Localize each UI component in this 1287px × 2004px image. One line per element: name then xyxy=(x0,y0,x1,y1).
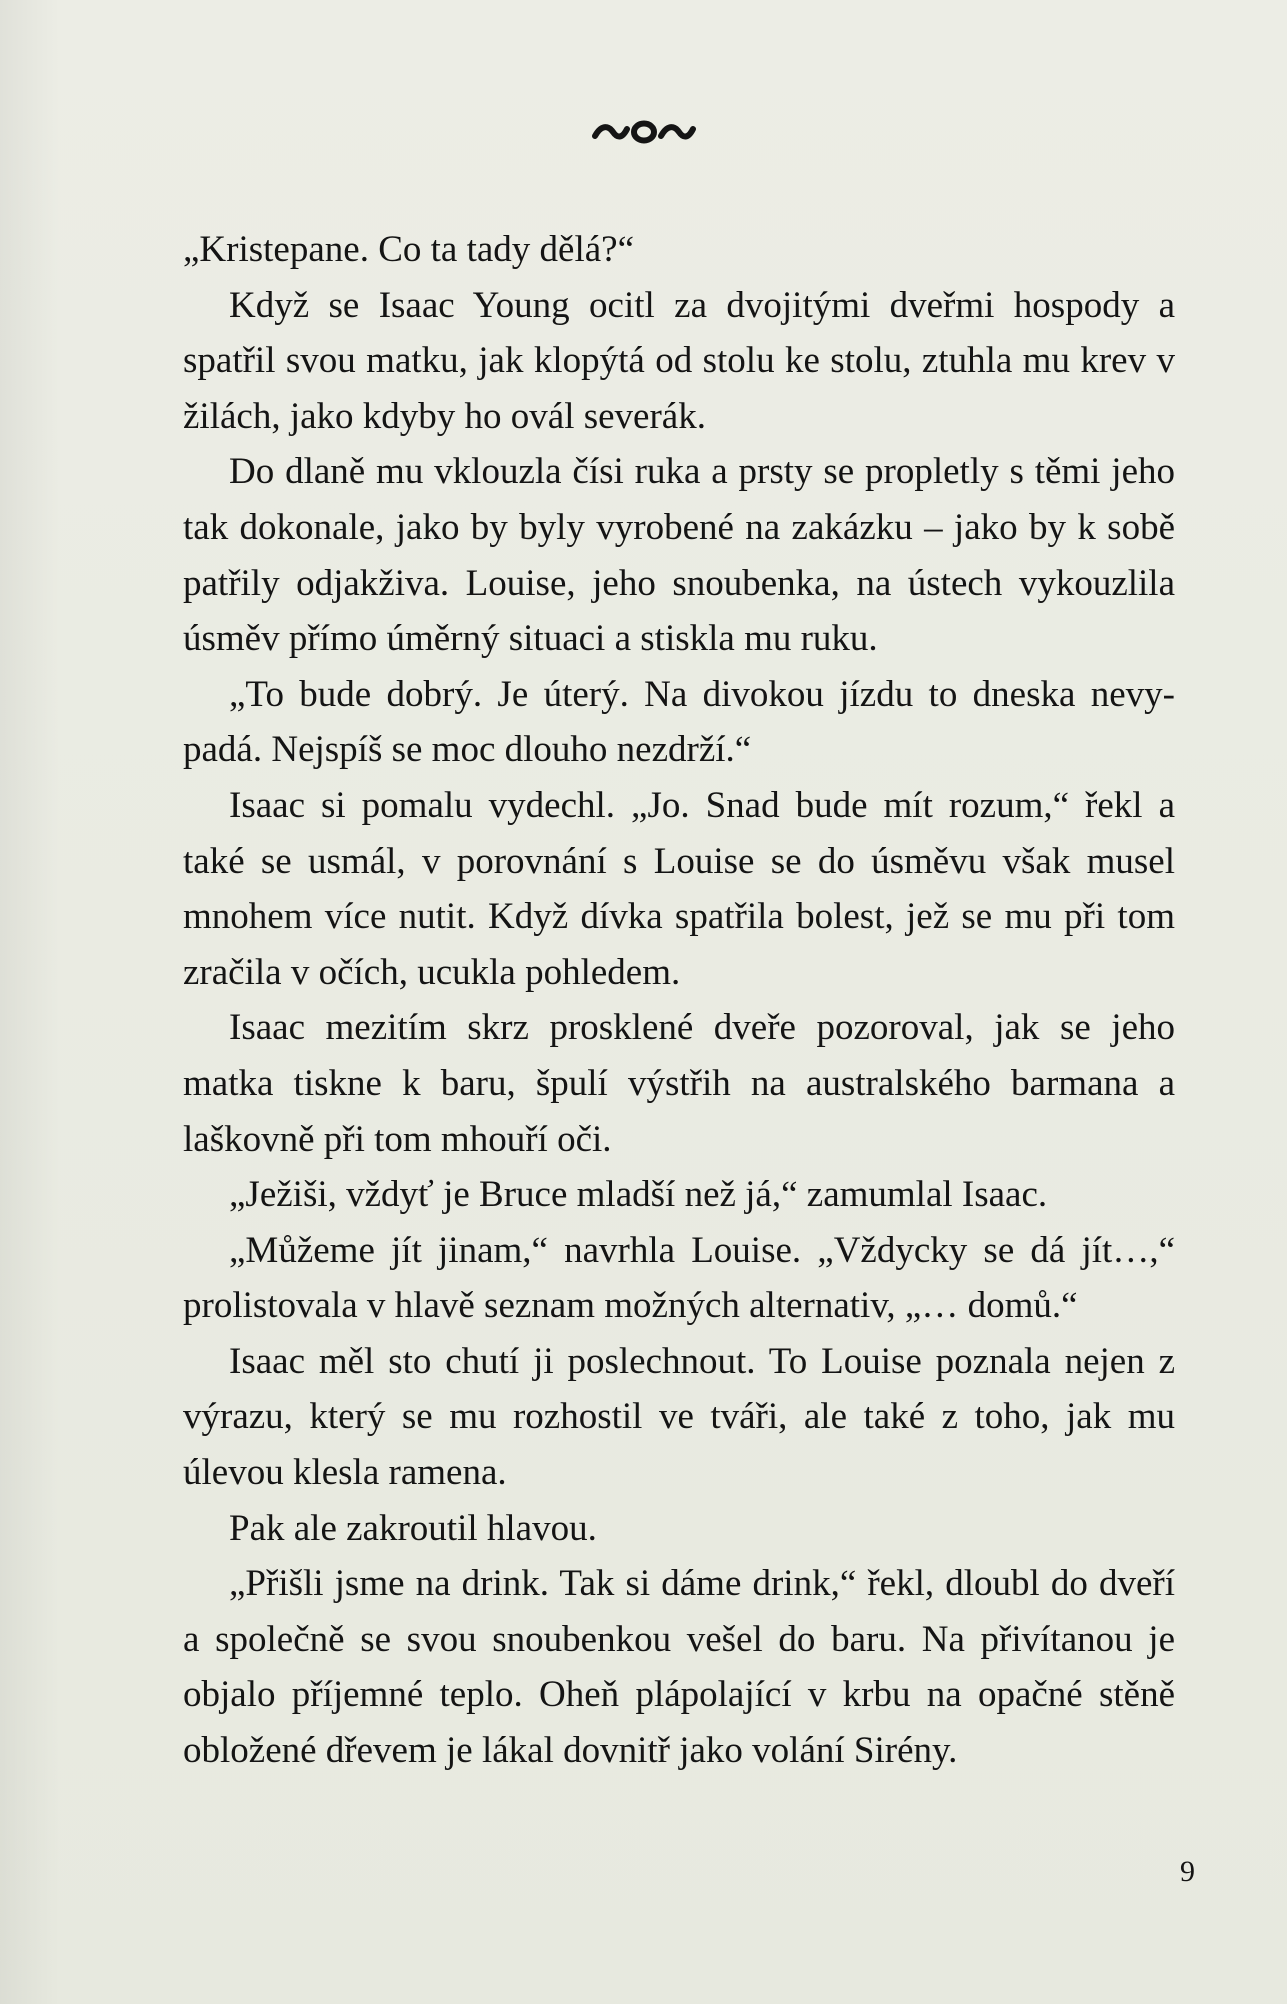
chapter-text xyxy=(183,222,1175,1779)
paragraph: Když se Isaac Young ocitl za dvojitými dveřmi hospody a spatřil svou matku, jak klopýtá od stolu ke stolu, ztuhla mu krev v žilách, jako kdyby ho ovál severák. xyxy=(183,284,1175,437)
paragraph: Do dlaně mu vklouzla čísi ruka a prsty se propletly s těmi jeho tak dokonale, jako by byly vyrobené na zakázku – jako by k sobě patřily odjakživa. Louise, jeho snoubenka, na ústech vykouzlila úsměv přímo úměrný situaci a stiskla mu ruku. xyxy=(183,451,1175,660)
paragraph: Pak ale zakroutil hlavou. xyxy=(229,1507,597,1549)
paragraph: Isaac si pomalu vydechl. „Jo. Snad bude mít rozum,“ řekl a také se usmál, v porovnání s Louise se do úsměvu však musel mnohem více nutit. Když dívka spatřila bolest, jež se mu při tom zračila v očích, ucukla pohledem. xyxy=(183,784,1175,993)
paragraph: Isaac mezitím skrz prosklené dveře pozoroval, jak se jeho matka tiskne k baru, špulí výstřih na australského barmana a laškovně při tom mhouří oči. xyxy=(183,1007,1175,1160)
paragraph: Isaac měl sto chutí ji poslechnout. To Louise poznala nejen z výrazu, který se mu rozhostil ve tváři, ale také z toho, jak mu úlevou klesla ramena. xyxy=(183,1340,1175,1494)
tilde-circle-tilde-ornament-icon xyxy=(589,112,699,152)
page-number: 9 xyxy=(1180,1855,1195,1888)
paragraph: „Můžeme jít jinam,“ navrhla Louise. „Vždycky se dá jít…,“ prolistovala v hlavě seznam možných alternativ, „… domů.“ xyxy=(183,1229,1175,1327)
paragraph: „Kristepane. Co ta tady dělá?“ xyxy=(183,229,634,270)
paragraph: „Ježiši, vždyť je Bruce mladší než já,“ zamumlal Isaac. xyxy=(229,1174,1048,1216)
paragraph: „To bude dobrý. Je úterý. Na divokou jízdu to dneska nevypadá. Nejspíš se moc dlouho nezdrží.“ xyxy=(183,673,1175,771)
paragraph: „Přišli jsme na drink. Tak si dáme drink,“ řekl, dloubl do dveří a společně se svou snoubenkou vešel do baru. Na přivítanou je objalo příjemné teplo. Oheň plápolající v krbu na opačné stěně obložené dřevem je lákal dovnitř jako volání Sirény. xyxy=(183,1563,1175,1772)
section-break-ornament xyxy=(0,112,1287,162)
